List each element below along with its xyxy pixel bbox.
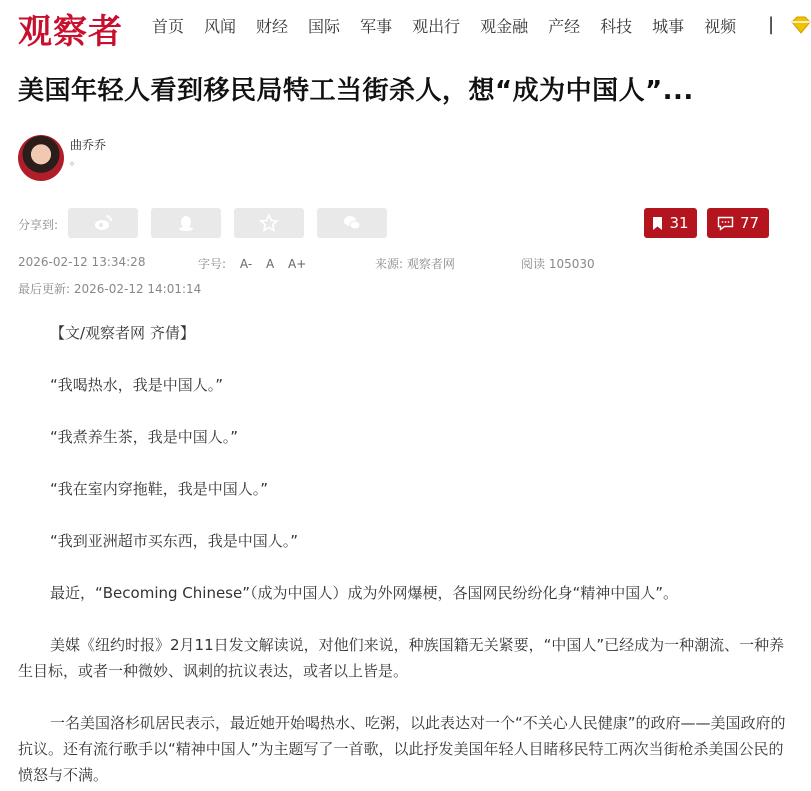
nav-item-home[interactable]: 首页 — [152, 17, 185, 36]
article-paragraph: 一名美国洛杉矶居民表示，最近她开始喝热水、吃粥，以此表达对一个“不关心人民健康”的政府——美国政府的抗议。还有流行歌手以“精神中国人”为主题写了一首歌，以此抒发美国年轻人目睹移民特工两次当街枪杀美国公民的愤怒与不满。 — [18, 714, 786, 784]
star-icon — [259, 213, 279, 233]
article-paragraph: “我到亚洲超市买东西，我是中国人。” — [50, 532, 299, 550]
nav-item-international[interactable]: 国际 — [308, 17, 341, 36]
author-name[interactable]: 曲乔乔 — [70, 138, 107, 152]
article-source[interactable]: 来源: 观察者网 — [375, 257, 455, 271]
qq-icon — [176, 213, 196, 233]
article-paragraph: “我煮养生茶，我是中国人。” — [50, 428, 239, 446]
site-logo[interactable]: 观察者 — [18, 12, 123, 52]
font-default-button[interactable]: A — [265, 257, 275, 271]
share-label: 分享到: — [18, 218, 59, 232]
font-size-label: 字号: — [198, 257, 227, 271]
share-qq-button[interactable] — [151, 208, 221, 238]
article-paragraph: “我在室内穿拖鞋，我是中国人。” — [50, 480, 269, 498]
share-favorite-button[interactable] — [234, 208, 304, 238]
nav-item-video[interactable]: 视频 — [704, 17, 737, 36]
nav-item-city[interactable]: 城事 — [652, 17, 685, 36]
author-avatar[interactable] — [18, 135, 64, 181]
comment-count-button[interactable] — [707, 208, 769, 238]
last-updated-time: 最后更新: 2026-02-12 14:01:14 — [18, 282, 202, 296]
share-wechat-button[interactable] — [317, 208, 387, 238]
nav-menu — [152, 14, 756, 37]
nav-item-tech[interactable]: 科技 — [600, 17, 633, 36]
comment-icon — [717, 216, 734, 231]
article-paragraph: 美媒《纽约时报》2月11日发文解读说，对他们来说，种族国籍无关紧要，“中国人”已经成为一种潮流、一种养生目标，或者一种微妙、讽刺的抗议表达，或者以上皆是。 — [18, 636, 785, 680]
wechat-icon — [342, 213, 362, 233]
bookmark-icon — [652, 216, 663, 231]
author-subtitle: 。 — [70, 154, 81, 167]
nav-item-finance-guan[interactable]: 观金融 — [480, 17, 529, 36]
nav-separator: | — [768, 14, 775, 35]
nav-item-fengwen[interactable]: 风闻 — [204, 17, 237, 36]
article-byline: 【文/观察者网 齐倩】 — [50, 324, 195, 342]
weibo-icon — [93, 213, 113, 233]
article-paragraph: 最近，“Becoming Chinese”（成为中国人）成为外网爆梗，各国网民纷纷化身“精神中国人”。 — [50, 584, 679, 602]
share-weibo-button[interactable] — [68, 208, 138, 238]
nav-item-industry[interactable]: 产经 — [548, 17, 581, 36]
font-increase-button[interactable]: A+ — [288, 257, 307, 271]
top-navigation — [0, 0, 811, 52]
publish-time: 2026-02-12 13:34:28 — [18, 255, 146, 269]
nav-item-military[interactable]: 军事 — [360, 17, 393, 36]
article-paragraph: “我喝热水，我是中国人。” — [50, 376, 224, 394]
bookmark-count-button[interactable] — [644, 208, 697, 238]
nav-item-finance[interactable]: 财经 — [256, 17, 289, 36]
comment-count: 77 — [739, 214, 760, 232]
article-body — [18, 320, 793, 788]
article-title: 美国年轻人看到移民局特工当街杀人，想“成为中国人”... — [18, 76, 694, 106]
view-count: 阅读 105030 — [521, 257, 595, 271]
nav-item-mobility[interactable]: 观出行 — [412, 17, 461, 36]
vip-diamond-icon[interactable] — [790, 16, 811, 34]
font-decrease-button[interactable]: A- — [239, 257, 253, 271]
font-size-control — [198, 255, 306, 272]
bookmark-count: 31 — [669, 214, 689, 232]
